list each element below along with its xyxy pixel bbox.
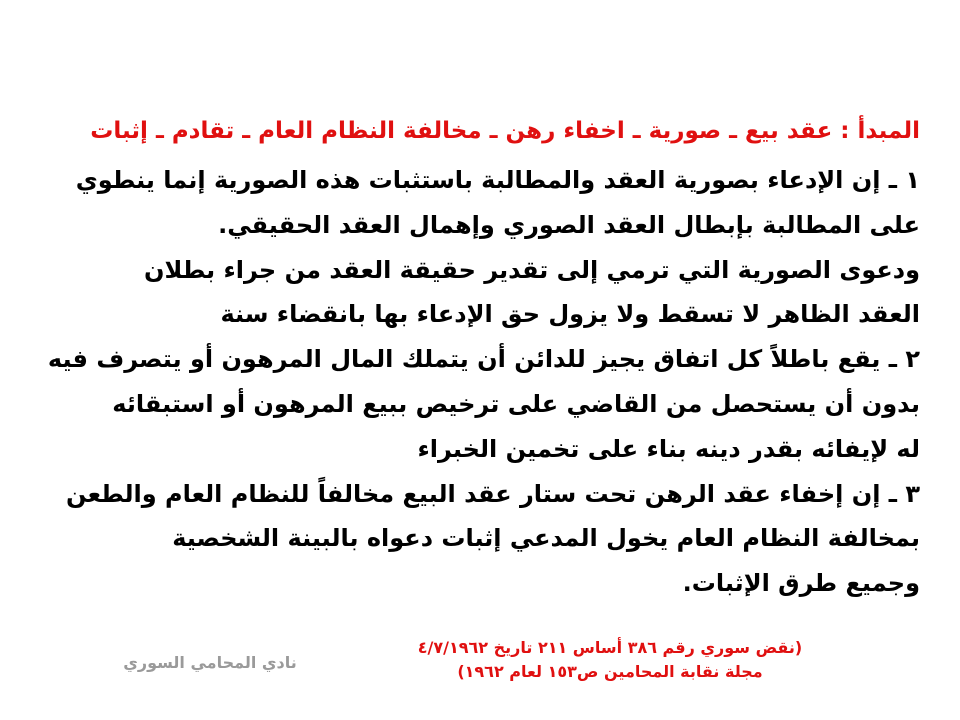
body-line-3: ودعوى الصورية التي ترمي إلى تقدير حقيقة العقد من جراء بطلان: [144, 255, 920, 284]
body-line-10: وجميع طرق الإثبات.: [682, 569, 920, 598]
body-line-5: ٢ ـ يقع باطلاً كل اتفاق يجيز للدائن أن يتملك المال المرهون أو يتصرف فيه: [47, 345, 920, 374]
body-line-4: العقد الظاهر لا تسقط ولا يزول حق الإدعاء بها بانقضاء سنة: [220, 300, 920, 329]
source-citation: [360, 636, 860, 684]
body-line-7: له لإيفائه بقدر دينه بناء على تخمين الخبراء: [417, 434, 920, 463]
body-line-1: ١ ـ إن الإدعاء بصورية العقد والمطالبة باستثبات هذه الصورية إنما ينطوي: [75, 166, 920, 194]
body-line-9: بمخالفة النظام العام يخول المدعي إثبات دعواه بالبينة الشخصية: [172, 524, 920, 553]
ruling-body: [40, 158, 920, 606]
site-signature: نادي المحامي السوري: [123, 653, 297, 672]
citation-line-1: (نقض سوري رقم ٣٨٦ أساس ٢١١ تاريخ ٤/٧/١٩٦٢: [417, 638, 803, 657]
principle-heading: المبدأ : عقد بيع ـ صورية ـ اخفاء رهن ـ مخالفة النظام العام ـ تقادم ـ إثبات: [90, 118, 920, 144]
body-line-6: بدون أن يستحصل من القاضي على ترخيص ببيع المرهون أو استبقائه: [112, 389, 920, 418]
citation-line-2: مجلة نقابة المحامين ص١٥٣ لعام ١٩٦٢): [457, 662, 763, 681]
body-line-8: ٣ ـ إن إخفاء عقد الرهن تحت ستار عقد البيع مخالفاً للنظام العام والطعن: [65, 479, 920, 508]
body-line-2: على المطالبة بإبطال العقد الصوري وإهمال العقد الحقيقي.: [218, 210, 920, 239]
